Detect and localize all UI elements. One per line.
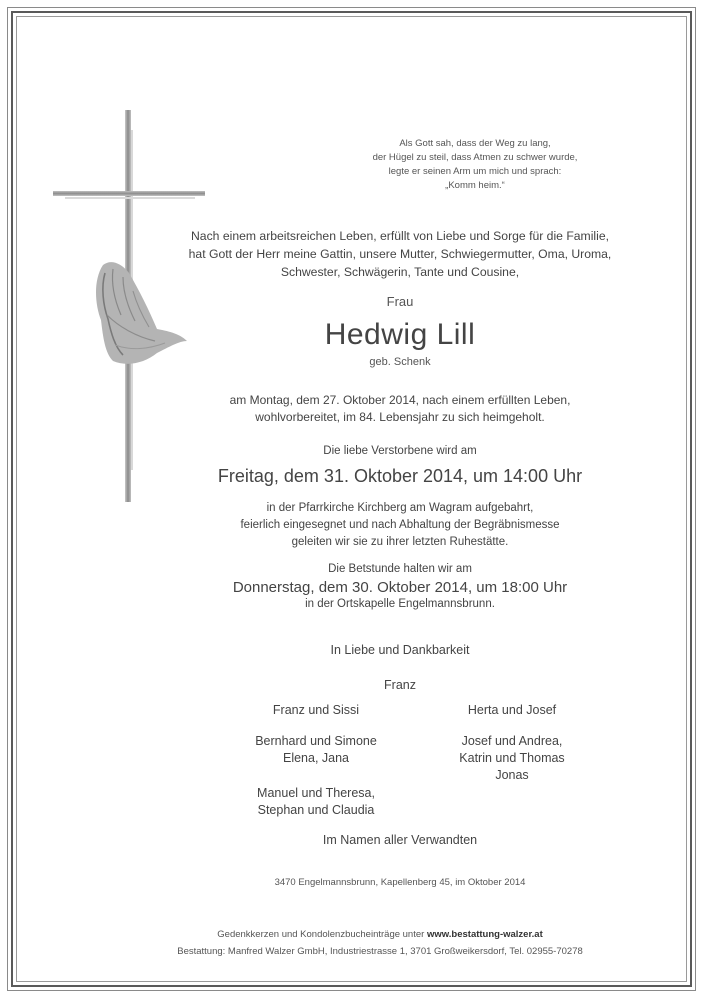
mourner-group <box>412 733 612 784</box>
vigil-place: in der Ortskapelle Engelmannsbrunn. <box>305 598 495 610</box>
mourner-line: Franz und Sissi <box>272 703 360 717</box>
footer-line-1 <box>100 926 660 943</box>
funeral-lead: Die liebe Verstorbene wird am <box>323 445 477 457</box>
mourner-group <box>216 785 416 819</box>
mourner-line: Josef und Andrea, <box>461 734 563 748</box>
vigil-date: Donnerstag, dem 30. Oktober 2014, um 18:00 Uhr <box>232 579 568 596</box>
relatives-line: Im Namen aller Verwandten <box>322 833 478 847</box>
poem-line: der Hügel zu steil, dass Atmen zu schwer wurde, <box>372 152 578 163</box>
footer <box>100 926 660 960</box>
mourner-line: Bernhard und Simone <box>255 734 377 748</box>
death-notice <box>180 392 620 426</box>
funeral-date: Freitag, dem 31. Oktober 2014, um 14:00 Uhr <box>217 466 583 486</box>
death-notice-line: am Montag, dem 27. Oktober 2014, nach einem erfüllten Leben, <box>229 393 571 407</box>
mourner-group <box>412 702 612 719</box>
footer-line-2: Bestattung: Manfred Walzer GmbH, Industriestrasse 1, 3701 Großweikersdorf, Tel. 02955-70278 <box>177 946 583 957</box>
address-line: 3470 Engelmannsbrunn, Kapellenberg 45, im Oktober 2014 <box>274 877 526 888</box>
vigil-lead: Die Betstunde halten wir am <box>328 563 472 575</box>
intro-line: Schwester, Schwägerin, Tante und Cousine, <box>280 265 520 279</box>
birth-name: geb. Schenk <box>369 356 431 368</box>
name-prefix: Frau <box>386 294 414 309</box>
death-notice-line: wohlvorbereitet, im 84. Lebensjahr zu sich heimgeholt. <box>255 410 545 424</box>
funeral-details-line: geleiten wir sie zu ihrer letzten Ruhestätte. <box>291 536 509 548</box>
funeral-details-line: feierlich eingesegnet und nach Abhaltung der Begräbnismesse <box>240 519 560 531</box>
mourner-line: Jonas <box>495 768 529 782</box>
funeral-details <box>180 500 620 551</box>
intro-line: hat Gott der Herr meine Gattin, unsere Mutter, Schwiegermutter, Oma, Uroma, <box>188 247 612 261</box>
poem-line: legte er seinen Arm um mich und sprach: <box>388 166 562 177</box>
poem-line: Als Gott sah, dass der Weg zu lang, <box>399 138 551 149</box>
intro-text <box>170 227 630 281</box>
mourner-line: Katrin und Thomas <box>459 751 565 765</box>
closing-phrase: In Liebe und Dankbarkeit <box>330 643 470 657</box>
mourner-group <box>216 702 416 719</box>
mourner-group <box>216 733 416 767</box>
funeral-details-line: in der Pfarrkirche Kirchberg am Wagram aufgebahrt, <box>266 502 534 514</box>
spouse-name: Franz <box>384 678 416 692</box>
mourner-line: Elena, Jana <box>282 751 350 765</box>
mourner-line: Herta und Josef <box>467 703 557 717</box>
mourner-line: Manuel und Theresa, <box>257 786 375 800</box>
deceased-name: Hedwig Lill <box>324 318 476 351</box>
footer-website-link[interactable]: www.bestattung-walzer.at <box>426 929 543 940</box>
mourner-line: Stephan und Claudia <box>257 803 375 817</box>
footer-text: Gedenkkerzen und Kondolenzbucheinträge unter <box>217 929 427 940</box>
poem-line: „Komm heim.“ <box>445 180 505 191</box>
intro-line: Nach einem arbeitsreichen Leben, erfüllt von Liebe und Sorge für die Familie, <box>191 229 609 243</box>
poem <box>330 137 620 193</box>
